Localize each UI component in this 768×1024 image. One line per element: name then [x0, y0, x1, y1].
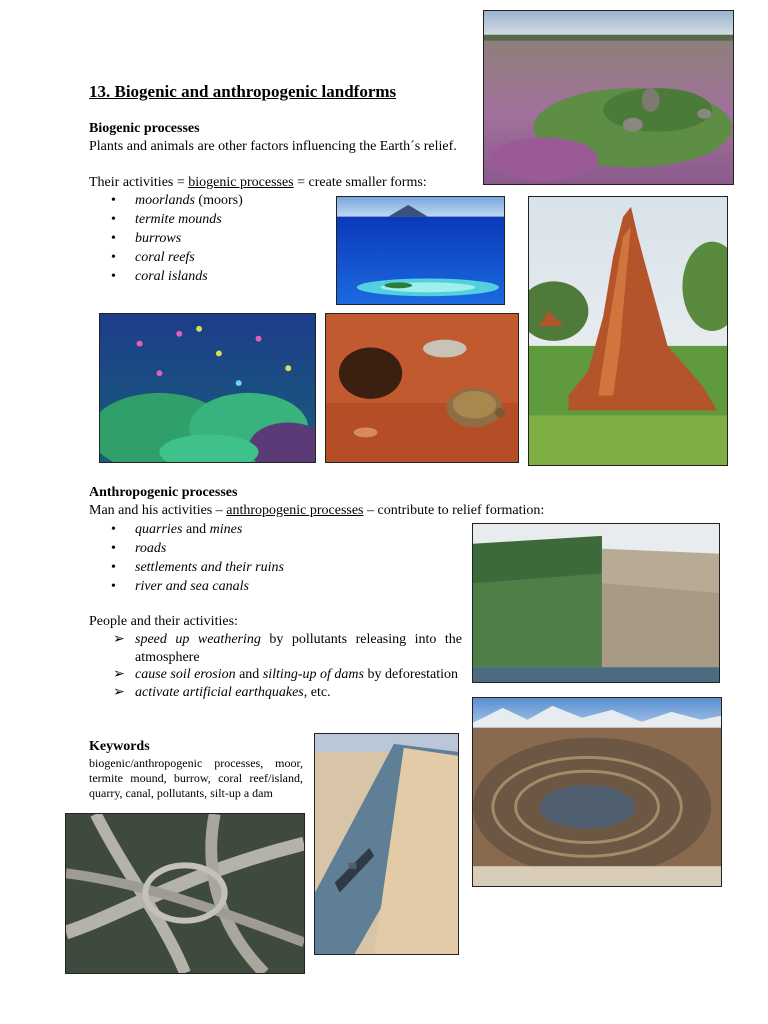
anthropogenic-line: Man and his activities – anthropogenic processes – contribute to relief formation: — [89, 503, 545, 518]
list-item: ➢ cause soil erosion and silting-up of dams by deforestation — [113, 667, 459, 682]
list-item: • burrows — [89, 229, 329, 248]
anthropogenic-term: anthropogenic processes — [226, 503, 364, 518]
moorland-photo — [483, 10, 734, 185]
anthropogenic-list — [89, 520, 389, 596]
list-item: • quarries and mines — [89, 520, 389, 539]
biogenic-term: biogenic processes — [188, 175, 294, 190]
biogenic-list — [89, 191, 329, 286]
keywords-heading: Keywords — [89, 739, 150, 754]
anthropogenic-heading: Anthropogenic processes — [89, 485, 238, 500]
list-item: • settlements and their ruins — [89, 558, 389, 577]
list-item: • river and sea canals — [89, 577, 389, 596]
biogenic-heading: Biogenic processes — [89, 121, 200, 136]
list-item: ➢ activate artificial earthquakes, etc. — [113, 684, 331, 700]
list-item: ➢ speed up weathering by pollutants releasing into the atmosphere — [113, 632, 462, 665]
effects-list — [89, 631, 462, 701]
coral-island-photo — [336, 196, 505, 305]
canal-ship-photo — [314, 733, 459, 955]
people-line: People and their activities: — [89, 614, 238, 629]
page-title: 13. Biogenic and anthropogenic landforms — [89, 82, 397, 101]
open-pit-mine-photo — [472, 697, 722, 887]
coral-reef-photo — [99, 313, 316, 463]
highway-interchange-photo — [65, 813, 305, 974]
list-item: • roads — [89, 539, 389, 558]
arrow-bullet-icon: ➢ — [113, 684, 125, 700]
arrow-bullet-icon: ➢ — [113, 632, 125, 647]
termite-mound-photo — [528, 196, 728, 466]
list-item: • moorlands (moors) — [89, 191, 329, 210]
tortoise-burrow-photo — [325, 313, 519, 463]
list-item: • coral islands — [89, 267, 329, 286]
list-item: • coral reefs — [89, 248, 329, 267]
deforestation-photo — [472, 523, 720, 683]
arrow-bullet-icon: ➢ — [113, 667, 125, 682]
keywords-text: biogenic/anthropogenic processes, moor, termite mound, burrow, coral reef/island, quarry, canal, pollutants, silt-up a dam — [89, 756, 303, 800]
biogenic-line: Their activities = biogenic processes = create smaller forms: — [89, 175, 427, 190]
list-item: • termite mounds — [89, 210, 329, 229]
biogenic-intro: Plants and animals are other factors influencing the Earth´s relief. — [89, 139, 457, 154]
